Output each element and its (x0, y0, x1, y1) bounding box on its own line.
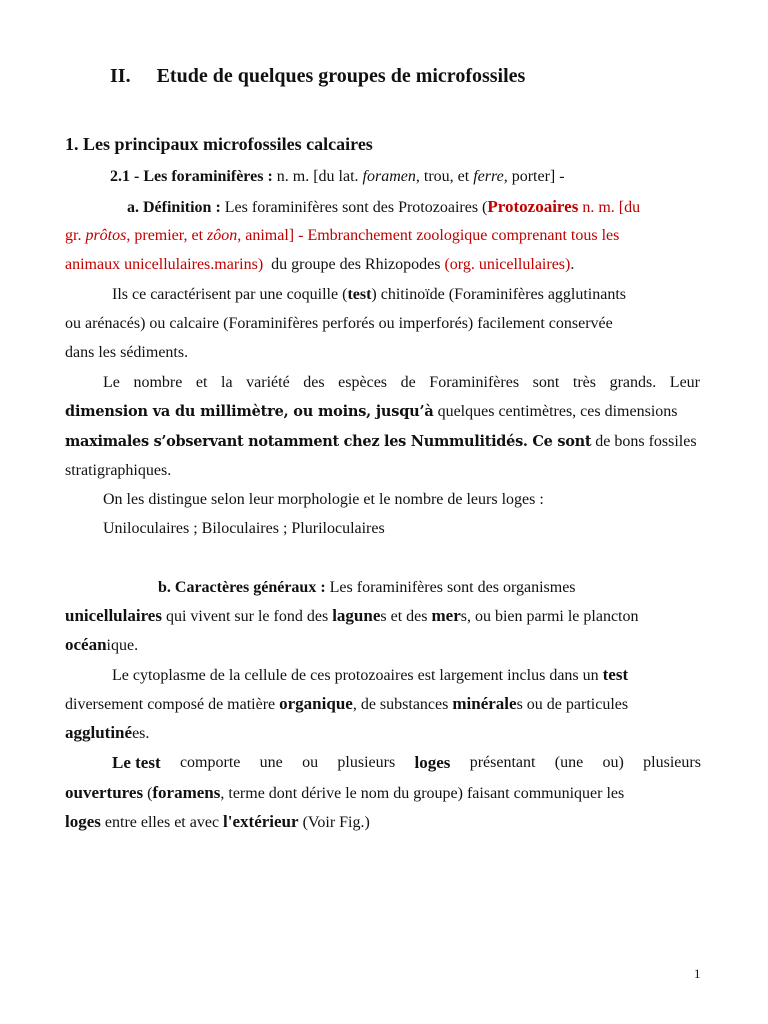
word: nombre (133, 374, 183, 391)
text-run: (Voir Fig.) (298, 814, 370, 831)
text-run: s et des (380, 608, 432, 625)
foraminiferes-header (110, 167, 565, 187)
word: de (400, 374, 416, 391)
text-run: mer (431, 606, 461, 625)
text-run: lagune (332, 606, 381, 625)
caracteres-line-2 (65, 606, 638, 627)
word: plusieurs (337, 754, 396, 771)
cytoplasme-line-3 (65, 723, 149, 744)
text-run: s ou de particules (516, 696, 629, 713)
word: espèces (338, 374, 388, 391)
text-run: organique (279, 694, 353, 713)
word: Le test (112, 753, 161, 772)
text-run: , animal] - Embranchement zoologique comprenant tous les (237, 227, 620, 244)
test-line-2 (65, 783, 624, 804)
test-line-3 (65, 812, 370, 833)
caracteres-line-1 (158, 578, 576, 598)
text-run: , terme dont dérive le nom du groupe) faisant communiquer les (220, 785, 625, 802)
nombre-line-4: stratigraphiques. (65, 462, 172, 479)
word: très (572, 374, 596, 391)
text-run: . (570, 256, 575, 273)
word: et (195, 374, 208, 391)
text-run: ique. (106, 637, 139, 654)
text-run: du groupe des Rhizopodes (263, 256, 445, 273)
text-run: océan (65, 635, 107, 654)
word: ou) (602, 754, 624, 771)
test-paragraph-line-1 (112, 285, 626, 305)
nombre-line-1 (103, 373, 700, 393)
text-run: Les foraminifères sont des Protozoaires ( (220, 199, 488, 216)
text-run: Les foraminifères sont des organismes (325, 579, 576, 596)
text-run: Le cytoplasme de la cellule de ces protozoaires est largement inclus dans un (112, 667, 603, 684)
cytoplasme-line-2 (65, 694, 628, 715)
text-run: s, ou bien parmi le plancton (460, 608, 639, 625)
word: loges (414, 753, 451, 772)
text-run: , porter] - (503, 168, 565, 185)
word: Le (103, 374, 120, 391)
text-run: unicellulaires (65, 606, 162, 625)
caracteres-line-3 (65, 635, 138, 656)
text-run: test (602, 665, 629, 684)
text-run: loges (65, 812, 101, 831)
text-run: , trou, et (415, 168, 474, 185)
text-run: agglutiné (65, 723, 133, 742)
definition-line-3 (65, 255, 574, 275)
distingue-line: On les distingue selon leur morphologie et le nombre de leurs loges : (103, 491, 544, 508)
loculaires-line: Uniloculaires ; Biloculaires ; Pluriloculaires (103, 520, 385, 537)
word: une (259, 754, 283, 771)
test-paragraph-line-3: dans les sédiments. (65, 344, 189, 361)
text-run: minérale (452, 694, 517, 713)
text-run: n. m. [du lat. (272, 168, 363, 185)
word: grands. (609, 374, 657, 391)
text-run: n. m. [du (578, 199, 641, 216)
text-run: test (347, 286, 372, 303)
text-run: dimension va du millimètre, ou moins, jusqu’à (65, 403, 434, 420)
text-run: entre elles et avec (100, 814, 224, 831)
word: des (303, 374, 325, 391)
word: sont (532, 374, 560, 391)
subsection-heading: 1. Les principaux microfossiles calcaires (65, 134, 373, 154)
word: Foraminifères (429, 374, 520, 391)
text-run: l'extérieur (223, 812, 299, 831)
text-run: quelques centimètres, ces dimensions (433, 403, 678, 420)
text-run: ferre (473, 168, 504, 185)
nombre-line-3 (65, 432, 697, 452)
text-run: diversement composé de matière (65, 696, 280, 713)
text-run: prôtos (85, 227, 127, 244)
test-line-1 (112, 753, 701, 773)
text-run: es. (132, 725, 150, 742)
definition-line-1 (127, 197, 640, 218)
text-run: ouvertures (65, 783, 144, 802)
text-run: zôon (207, 227, 238, 244)
definition-line-2 (65, 226, 619, 246)
text-run: ) chitinoïde (Foraminifères agglutinants (371, 286, 627, 303)
word: comporte (179, 754, 241, 771)
section-title-text: Etude de quelques groupes de microfossiles (156, 65, 526, 87)
test-paragraph-line-2: ou arénacés) ou calcaire (Foraminifères perforés ou imperforés) facilement conservée (65, 315, 613, 332)
text-run: ( (143, 785, 153, 802)
word: Leur (669, 374, 700, 391)
text-run: Protozoaires (487, 197, 579, 216)
text-run: foramen (362, 168, 416, 185)
section-title (110, 64, 525, 88)
nombre-line-2 (65, 402, 678, 422)
word: (une (554, 754, 584, 771)
text-run: , de substances (352, 696, 453, 713)
word: présentant (469, 754, 536, 771)
page-number: 1 (694, 966, 701, 981)
cytoplasme-line-1 (112, 665, 628, 686)
text-run: , premier, et (126, 227, 208, 244)
text-run: gr. (65, 227, 82, 244)
definition-label: a. Définition : (127, 199, 221, 216)
text-run: (org. unicellulaires) (444, 256, 571, 273)
word: ou (302, 754, 319, 771)
text-run: Ils ce caractérisent par une coquille ( (112, 286, 348, 303)
text-run: qui vivent sur le fond des (161, 608, 333, 625)
section-number: II. (110, 65, 131, 87)
text-run: animaux unicellulaires.marins) (65, 256, 264, 273)
word: variété (246, 374, 290, 391)
text-run: maximales s’observant notamment chez les Nummulitidés. Ce sont (65, 433, 592, 450)
word: la (221, 374, 233, 391)
caracteres-label: b. Caractères généraux : (158, 579, 326, 596)
word: plusieurs (643, 754, 701, 771)
text-run: foramens (152, 783, 221, 802)
foraminiferes-label: 2.1 - Les foraminifères : (110, 168, 273, 185)
text-run: de bons fossiles (591, 433, 697, 450)
